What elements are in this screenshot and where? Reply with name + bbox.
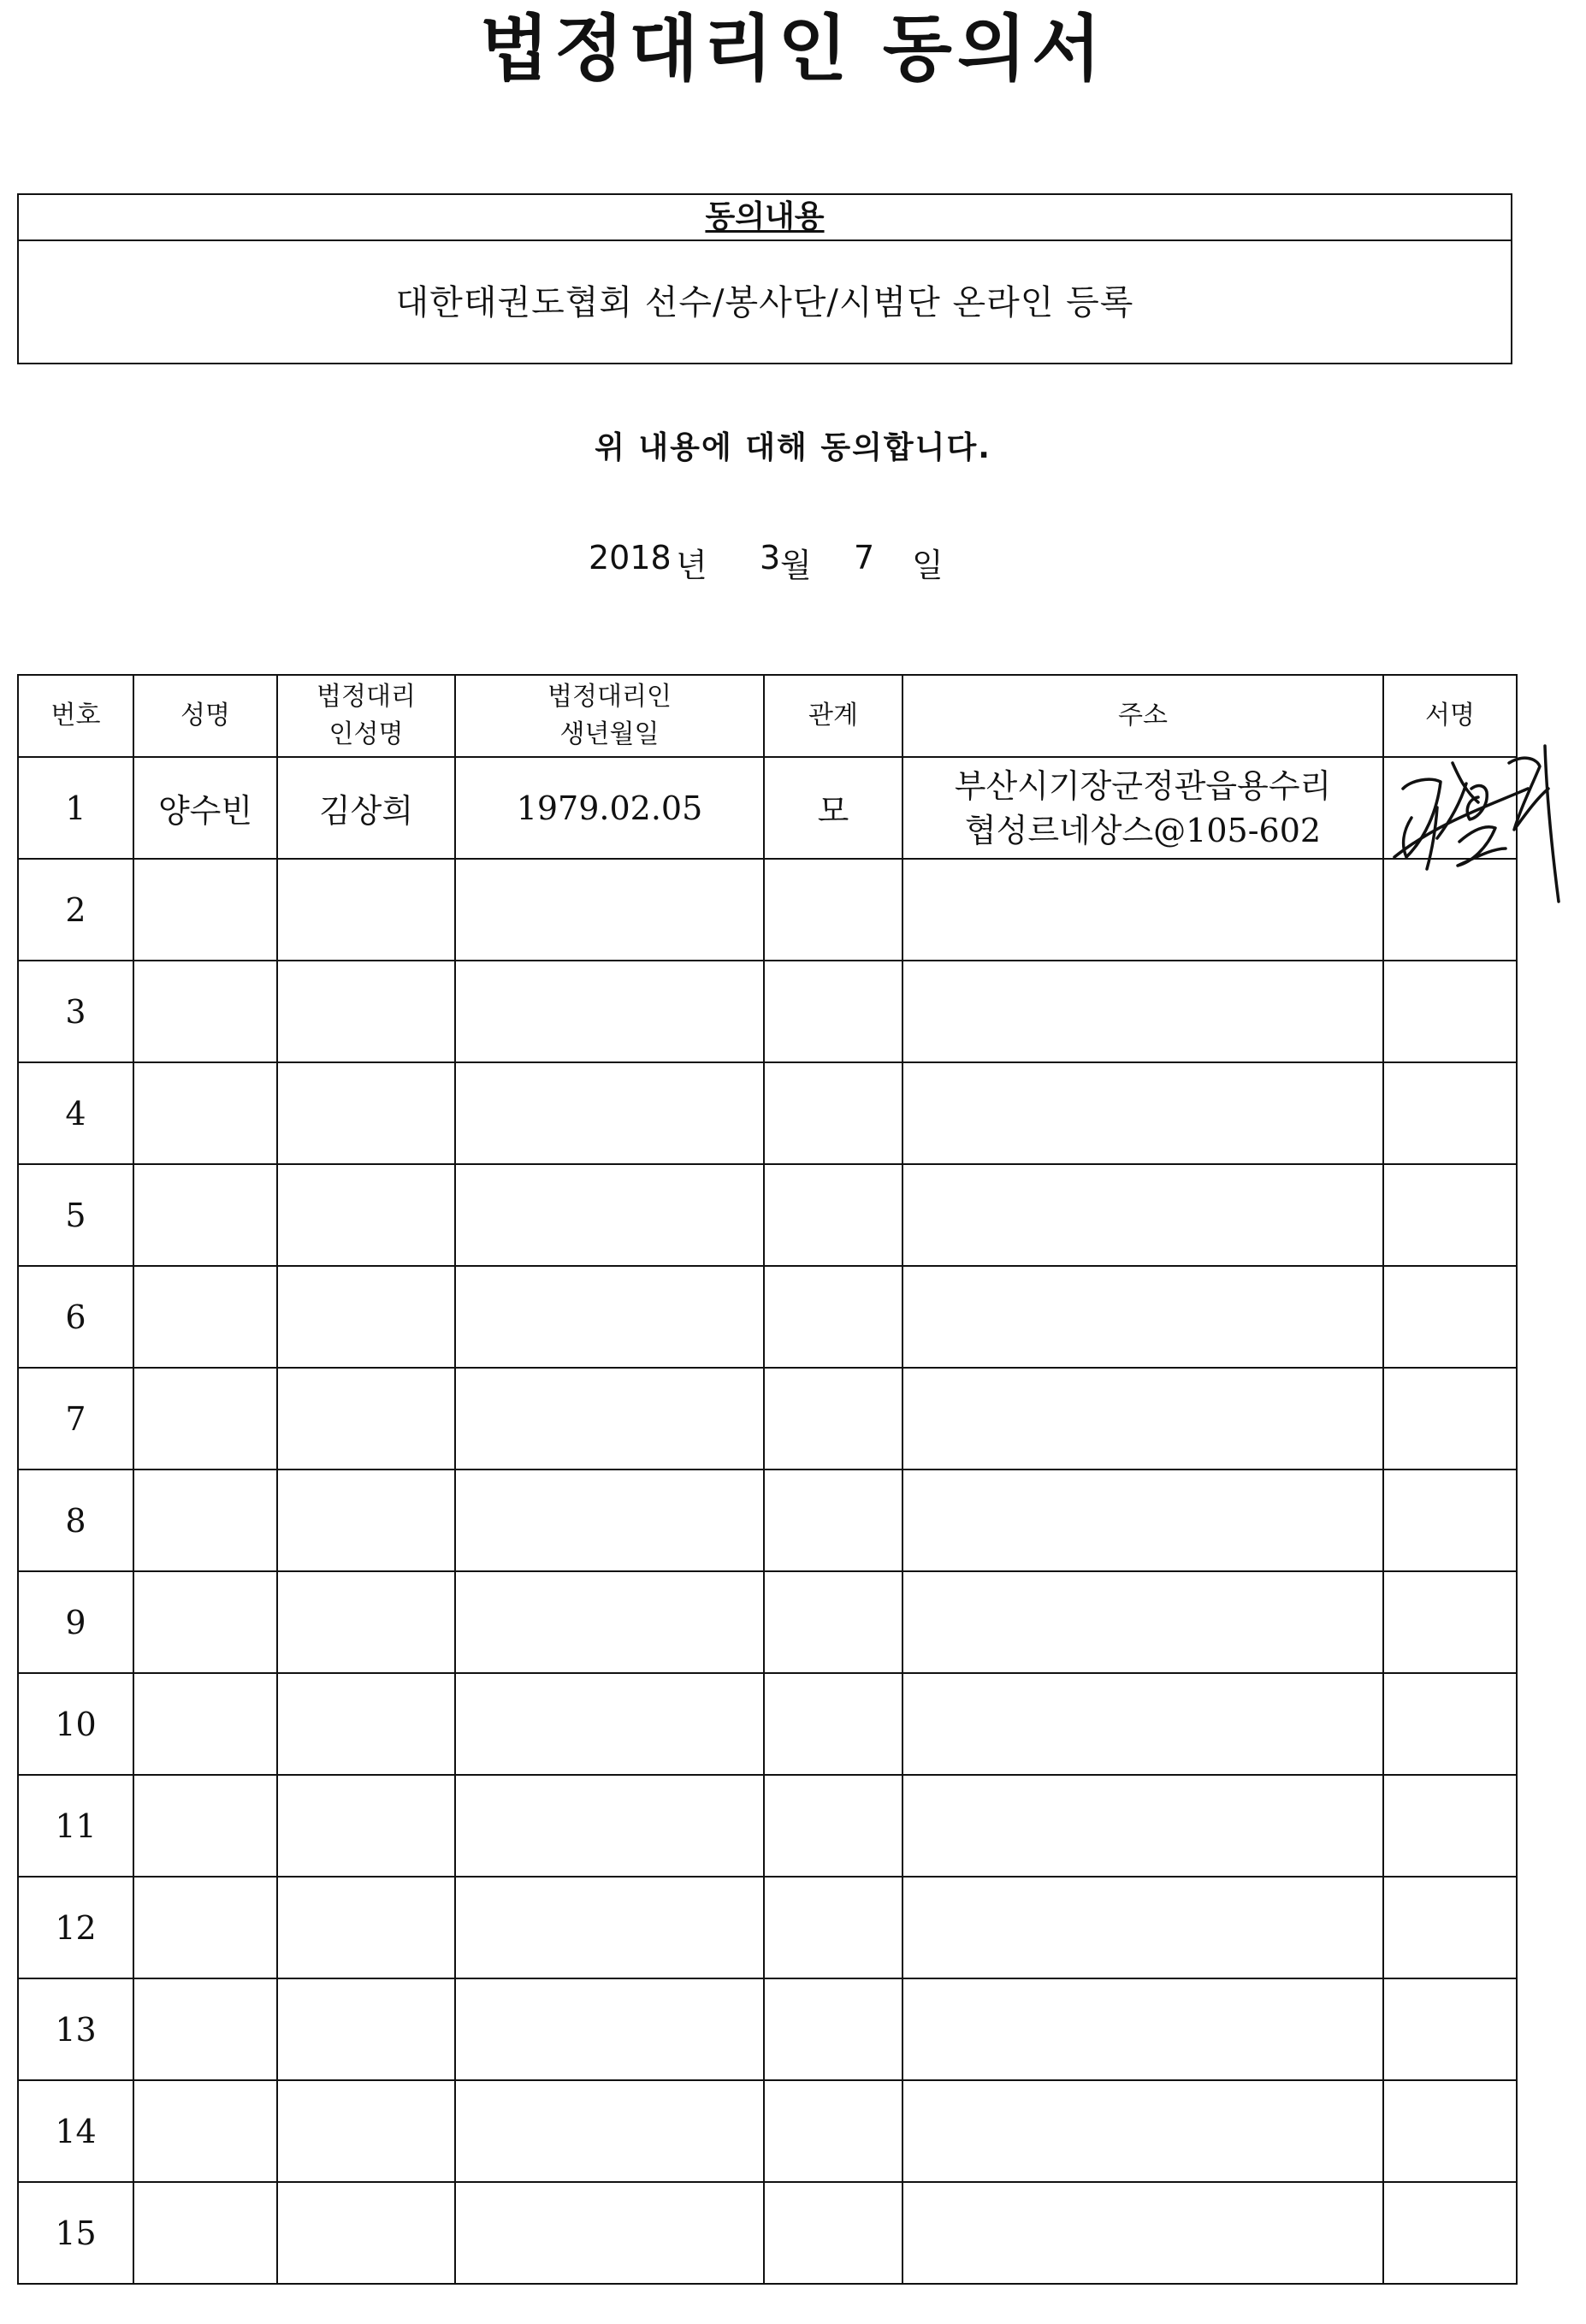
table-row bbox=[18, 961, 1517, 1062]
cell-guardian-birth bbox=[455, 1673, 764, 1775]
cell-guardian-name bbox=[277, 1877, 455, 1978]
cell-number: 4 bbox=[18, 1062, 133, 1164]
cell-signature bbox=[1383, 1164, 1517, 1266]
cell-signature bbox=[1383, 1673, 1517, 1775]
header-name: 성명 bbox=[133, 675, 277, 757]
table-row bbox=[18, 1470, 1517, 1571]
date-day-unit: 일 bbox=[912, 547, 944, 584]
cell-guardian-birth bbox=[455, 1164, 764, 1266]
cell-signature bbox=[1383, 1571, 1517, 1673]
cell-guardian-name bbox=[277, 1062, 455, 1164]
cell-address bbox=[902, 961, 1383, 1062]
cell-relation bbox=[764, 2080, 902, 2182]
table-row bbox=[18, 1877, 1517, 1978]
cell-relation bbox=[764, 1775, 902, 1877]
cell-signature bbox=[1383, 961, 1517, 1062]
header-address: 주소 bbox=[902, 675, 1383, 757]
header-signature: 서명 bbox=[1383, 675, 1517, 757]
cell-number: 8 bbox=[18, 1470, 133, 1571]
cell-address bbox=[902, 1164, 1383, 1266]
cell-address bbox=[902, 1571, 1383, 1673]
cell-name bbox=[133, 1368, 277, 1470]
cell-name bbox=[133, 1571, 277, 1673]
table-row bbox=[18, 1164, 1517, 1266]
handwritten-signature bbox=[1377, 729, 1574, 908]
document-title: 법정대리인 동의서 bbox=[479, 7, 1107, 91]
cell-number: 6 bbox=[18, 1266, 133, 1368]
cell-guardian-birth bbox=[455, 1062, 764, 1164]
cell-relation bbox=[764, 1368, 902, 1470]
date-day: 7 bbox=[854, 539, 875, 577]
cell-guardian-birth bbox=[455, 961, 764, 1062]
cell-address bbox=[902, 1877, 1383, 1978]
cell-relation bbox=[764, 1164, 902, 1266]
cell-number: 7 bbox=[18, 1368, 133, 1470]
date-month-unit: 월 bbox=[780, 547, 812, 584]
cell-guardian-birth bbox=[455, 1266, 764, 1368]
cell-guardian-name bbox=[277, 1266, 455, 1368]
cell-guardian-birth bbox=[455, 859, 764, 961]
table-row bbox=[18, 757, 1517, 859]
date-year-unit: 년 bbox=[676, 547, 707, 584]
table-row bbox=[18, 1266, 1517, 1368]
cell-guardian-birth bbox=[455, 1368, 764, 1470]
cell-signature bbox=[1383, 1368, 1517, 1470]
cell-name bbox=[133, 1673, 277, 1775]
cell-relation bbox=[764, 1978, 902, 2080]
agreement-statement: 위 내용에 대해 동의합니다. bbox=[595, 430, 991, 465]
cell-relation bbox=[764, 2182, 902, 2284]
cell-name bbox=[133, 1470, 277, 1571]
cell-relation bbox=[764, 1470, 902, 1571]
consent-content: 대한태권도협회 선수/봉사단/시범단 온라인 등록 bbox=[395, 283, 1134, 322]
cell-signature bbox=[1383, 1877, 1517, 1978]
cell-address bbox=[902, 1470, 1383, 1571]
cell-guardian-birth: 1979.02.05 bbox=[455, 757, 764, 859]
cell-address bbox=[902, 1368, 1383, 1470]
table-row bbox=[18, 1062, 1517, 1164]
cell-name bbox=[133, 1877, 277, 1978]
cell-guardian-birth bbox=[455, 1775, 764, 1877]
cell-address bbox=[902, 2080, 1383, 2182]
cell-signature bbox=[1383, 1775, 1517, 1877]
cell-guardian-name bbox=[277, 1978, 455, 2080]
cell-address bbox=[902, 1266, 1383, 1368]
cell-number: 1 bbox=[18, 757, 133, 859]
cell-number: 10 bbox=[18, 1673, 133, 1775]
cell-name bbox=[133, 1775, 277, 1877]
cell-address bbox=[902, 1062, 1383, 1164]
cell-guardian-birth bbox=[455, 2182, 764, 2284]
cell-guardian-name bbox=[277, 1571, 455, 1673]
cell-number: 5 bbox=[18, 1164, 133, 1266]
cell-number: 14 bbox=[18, 2080, 133, 2182]
cell-number: 3 bbox=[18, 961, 133, 1062]
cell-guardian-name bbox=[277, 1673, 455, 1775]
cell-guardian-name: 김상희 bbox=[277, 757, 455, 859]
cell-signature bbox=[1383, 1266, 1517, 1368]
cell-relation bbox=[764, 1571, 902, 1673]
cell-guardian-name bbox=[277, 859, 455, 961]
cell-guardian-name bbox=[277, 1775, 455, 1877]
date-line bbox=[0, 539, 1586, 582]
cell-name bbox=[133, 1164, 277, 1266]
cell-signature bbox=[1383, 1062, 1517, 1164]
table-row bbox=[18, 1368, 1517, 1470]
cell-signature bbox=[1383, 2080, 1517, 2182]
cell-number: 9 bbox=[18, 1571, 133, 1673]
header-guardian-name-line1: 법정대리 bbox=[317, 682, 416, 712]
cell-guardian-name bbox=[277, 961, 455, 1062]
cell-signature bbox=[1383, 1978, 1517, 2080]
cell-name bbox=[133, 1062, 277, 1164]
cell-number: 12 bbox=[18, 1877, 133, 1978]
cell-address bbox=[902, 1673, 1383, 1775]
cell-guardian-birth bbox=[455, 1571, 764, 1673]
address-line-1: 부산시기장군정관읍용수리 bbox=[954, 766, 1332, 805]
table-row bbox=[18, 1673, 1517, 1775]
date-month: 3 bbox=[760, 539, 781, 577]
table-row bbox=[18, 2080, 1517, 2182]
cell-relation: 모 bbox=[764, 757, 902, 859]
cell-name bbox=[133, 1978, 277, 2080]
date-year: 2018 bbox=[589, 539, 672, 577]
consent-box bbox=[17, 193, 1512, 364]
consent-header bbox=[19, 195, 1511, 241]
cell-name: 양수빈 bbox=[133, 757, 277, 859]
header-guardian-birth bbox=[455, 675, 764, 757]
cell-guardian-birth bbox=[455, 2080, 764, 2182]
table-row bbox=[18, 1571, 1517, 1673]
address-line-2: 협성르네상스@105-602 bbox=[964, 811, 1322, 849]
header-guardian-birth-line2: 생년월일 bbox=[559, 719, 660, 749]
table-row bbox=[18, 859, 1517, 961]
cell-name bbox=[133, 961, 277, 1062]
cell-relation bbox=[764, 1266, 902, 1368]
cell-relation bbox=[764, 859, 902, 961]
table-row bbox=[18, 1775, 1517, 1877]
cell-guardian-name bbox=[277, 1368, 455, 1470]
table-row bbox=[18, 2182, 1517, 2284]
table-row bbox=[18, 1978, 1517, 2080]
header-guardian-birth-line1: 법정대리인 bbox=[547, 682, 672, 712]
header-guardian-name bbox=[277, 675, 455, 757]
cell-guardian-name bbox=[277, 1470, 455, 1571]
cell-address bbox=[902, 1978, 1383, 2080]
cell-name bbox=[133, 1266, 277, 1368]
cell-address bbox=[902, 2182, 1383, 2284]
cell-name bbox=[133, 2182, 277, 2284]
cell-address bbox=[902, 1775, 1383, 1877]
cell-guardian-name bbox=[277, 2080, 455, 2182]
cell-number: 13 bbox=[18, 1978, 133, 2080]
cell-signature bbox=[1383, 2182, 1517, 2284]
cell-signature bbox=[1383, 1470, 1517, 1571]
cell-guardian-name bbox=[277, 1164, 455, 1266]
cell-address bbox=[902, 757, 1383, 859]
cell-name bbox=[133, 2080, 277, 2182]
header-number: 번호 bbox=[18, 675, 133, 757]
cell-relation bbox=[764, 961, 902, 1062]
cell-address bbox=[902, 859, 1383, 961]
cell-guardian-name bbox=[277, 2182, 455, 2284]
cell-guardian-birth bbox=[455, 1978, 764, 2080]
cell-relation bbox=[764, 1877, 902, 1978]
cell-guardian-birth bbox=[455, 1470, 764, 1571]
cell-number: 11 bbox=[18, 1775, 133, 1877]
table-header-row bbox=[18, 675, 1517, 757]
cell-name bbox=[133, 859, 277, 961]
cell-number: 15 bbox=[18, 2182, 133, 2284]
header-relation: 관계 bbox=[764, 675, 902, 757]
consent-header-text: 동의내용 bbox=[705, 199, 825, 234]
guardian-table bbox=[17, 674, 1518, 2285]
cell-number: 2 bbox=[18, 859, 133, 961]
cell-relation bbox=[764, 1062, 902, 1164]
cell-guardian-birth bbox=[455, 1877, 764, 1978]
header-guardian-name-line2: 인성명 bbox=[328, 719, 404, 749]
cell-relation bbox=[764, 1673, 902, 1775]
